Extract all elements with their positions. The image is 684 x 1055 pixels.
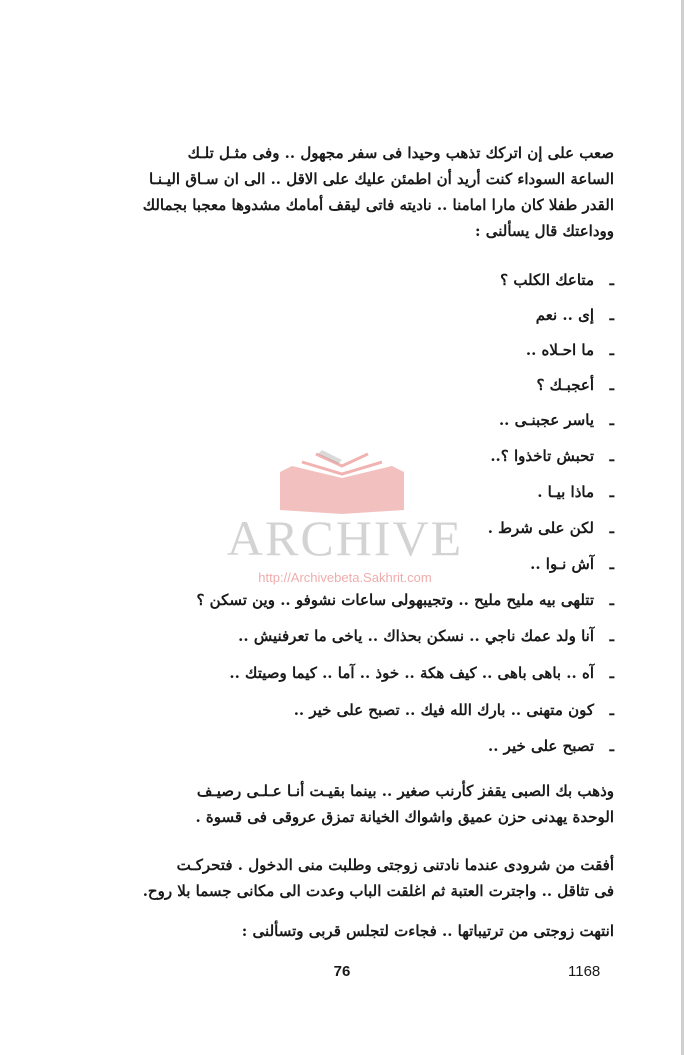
dialogue-text: ماذا بيـا . — [537, 483, 594, 501]
paragraph-awakening — [64, 852, 614, 908]
paragraph-opening — [64, 140, 614, 250]
text-line: ووداعتك قال يسألنى : — [474, 222, 614, 240]
dialogue-text: تحبش تاخذوا ؟.. — [490, 447, 594, 465]
text-line: وذهب بك الصبى يقفز كأرنب صغير .. بينما بقيـت أنـا عـلـى رصيـف — [196, 782, 614, 800]
dialogue-text: إى .. نعم — [535, 306, 594, 324]
dialogue-line — [530, 550, 614, 578]
dialogue-text: متاعك الكلب ؟ — [500, 271, 594, 289]
dialogue-text: لكن على شرط . — [487, 519, 594, 537]
page-number: 76 — [333, 963, 351, 980]
text-line: صعب على إن اتركك تذهب وحيدا فى سفر مجهول .. وفى مثـل تلـك — [187, 144, 614, 162]
dialogue-dash: ـ — [609, 664, 614, 682]
dialogue-line — [488, 514, 614, 542]
dialogue-dash: ـ — [609, 555, 614, 573]
dialogue-line — [294, 696, 614, 724]
watermark-url: http://Archivebeta.Sakhrit.com — [258, 570, 432, 585]
dialogue-dash: ـ — [609, 271, 614, 289]
dialogue-list — [54, 266, 614, 766]
dialogue-line — [229, 659, 614, 687]
dialogue-text: تتلهى بيه مليح مليح .. وتجيبهولى ساعات نشوفو .. وين تسكن ؟ — [196, 591, 594, 609]
dialogue-line — [537, 478, 614, 506]
text-line: الوحدة يهدنى حزن عميق واشواك الخيانة تمزق عروقى فى قسوة . — [195, 808, 614, 826]
dialogue-dash: ـ — [609, 483, 614, 501]
dialogue-line — [196, 586, 614, 614]
text-line: الساعة السوداء كنت أريد أن اطمئن عليك على الاقل .. الى ان سـاق اليـنـا — [148, 170, 614, 188]
dialogue-dash: ـ — [609, 376, 614, 394]
dialogue-text: ياسر عجبنـى .. — [498, 411, 594, 429]
dialogue-text: آش نـوا .. — [530, 555, 594, 573]
dialogue-line — [526, 336, 614, 364]
dialogue-line — [499, 406, 614, 434]
paragraph-wife — [64, 918, 614, 948]
dialogue-line — [238, 622, 614, 650]
dialogue-text: آه .. باهى باهى .. كيف هكة .. خوذ .. آما .. كيما وصيتك .. — [229, 664, 594, 682]
paragraph-departure — [64, 778, 614, 834]
dialogue-text: تصبح على خير .. — [488, 737, 594, 755]
dialogue-line — [536, 371, 614, 399]
issue-number: 1168 — [568, 963, 601, 980]
dialogue-text: أعجبـك ؟ — [536, 376, 594, 394]
dialogue-dash: ـ — [609, 737, 614, 755]
dialogue-dash: ـ — [609, 627, 614, 645]
text-line: انتهت زوجتى من ترتيباتها .. فجاءت لتجلس قربى وتسألنى : — [241, 922, 614, 940]
dialogue-text: ما احـلاه .. — [525, 341, 594, 359]
dialogue-dash: ـ — [609, 306, 614, 324]
dialogue-text: آنا ولد عمك ناجي .. نسكن بحذاك .. ياخى ما تعرفنيش .. — [238, 627, 594, 645]
dialogue-line — [536, 301, 614, 329]
dialogue-text: كون متهنى .. بارك الله فيك .. تصبح على خير .. — [293, 701, 594, 719]
watermark-text: ARCHIVE — [226, 510, 464, 566]
text-line: القدر طفلا كان مارا امامنا .. ناديته فاتى ليقف أمامك مشدوها معجبا بجمالك — [142, 196, 614, 214]
dialogue-dash: ـ — [609, 591, 614, 609]
text-line: فى تثاقل .. واجترت العتبة ثم اغلقت الباب وعدت الى مكانى جسما بلا روح. — [142, 882, 614, 900]
dialogue-dash: ـ — [609, 447, 614, 465]
dialogue-line — [500, 266, 614, 294]
dialogue-dash: ـ — [609, 519, 614, 537]
text-line: أفقت من شرودى عندما نادتنى زوجتى وطلبت منى الدخول . فتحركـت — [176, 856, 614, 874]
dialogue-dash: ـ — [609, 341, 614, 359]
dialogue-line — [488, 732, 614, 760]
dialogue-dash: ـ — [609, 701, 614, 719]
dialogue-dash: ـ — [609, 411, 614, 429]
dialogue-line — [490, 442, 614, 470]
